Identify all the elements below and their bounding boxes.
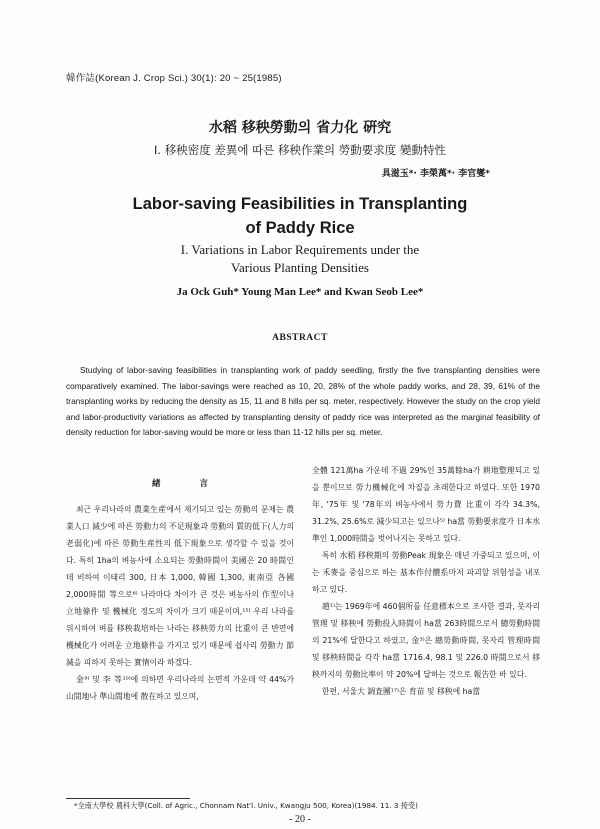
right-column <box>312 462 540 700</box>
introduction-heading: 緖 言 <box>152 479 226 489</box>
page-number: - 20 - <box>289 814 311 825</box>
english-title-line-2: of Paddy Rice <box>245 219 355 237</box>
english-subtitle-line-1: I. Variations in Labor Requirements under the <box>180 242 420 257</box>
right-paragraph-2: 특히 水稻 移秧期의 勞動Peak 現象은 매년 가중되고 있으며, 이는 禾麥을 중심으로 하는 基本作付體系마저 파괴할 위험성을 내포하고 있다. <box>312 551 540 594</box>
right-paragraph-3: 趙¹⁾는 1969年에 460個所를 任意標本으로 조사한 결과, 못자리 管理 및 移秧에 勞動投入時間이 ha當 263時間으로서 總勞動時間의 21%에 달한다고 하였고, 金³⁾은 總勞動時間, 못자리 管理時間 및 移秧時間을 각각 ha當 1716.4, 98.1 및 226.0 時間으로서 移秧까지의 勞動比率이 약 20%에 달하는 것으로 報告한 바 있다. <box>312 602 540 679</box>
english-title-line-1: Labor-saving Feasibilities in Transplanting <box>132 195 468 213</box>
korean-title: 水稻 移秧勞動의 省力化 硏究 <box>208 120 392 136</box>
korean-subtitle: I. 移秧密度 差異에 따른 移秧作業의 勞動要求度 變動特性 <box>154 143 446 157</box>
abstract-text: Studying of labor-saving feasibilities in transplanting work of paddy seedling, firstly the five transplanting densities were comparatively examined. The labor-savings were reached as 10, 20, 28% of the whole paddy works, and 28, 39, 61% of the transplanting works by reducing the density as 15, 11 and 8 hills per sq. meter, respectively. However the study on the crop yield and labor-productivity variations as affected by transplanting density of paddy rice was interpreted as the marginal feasibility of density reduction for labor-saving would be more or less than 11-12 hills per sq. meter. <box>66 365 540 437</box>
abstract-heading: ABSTRACT <box>272 333 328 343</box>
english-title <box>0 192 600 240</box>
footnote-rule <box>66 798 190 799</box>
korean-authors: 具滋玉*· 李榮萬*· 李官燮* <box>381 169 490 179</box>
left-paragraph-2: 金⁹⁾ 및 李 等¹⁰⁾에 의하면 우리나라의 논면적 가운데 약 44%가 山間地나 準山間地에 散在하고 있으며, <box>66 675 294 701</box>
right-paragraph-4: 한편, 서울大 調査團¹⁷⁾은 育苗 및 移秧에 ha當 <box>322 687 481 696</box>
right-paragraph-1: 全體 121萬ha 가운데 不過 29%인 35萬餘ha가 耕地整理되고 있을 뿐이므로 勞力機械化에 차질을 초래한다고 하였다. 또한 1970年, '75年 및 '78年의 벼농사에서 勞力費 比重이 각각 34.3%, 31.2%, 25.6%로 減少되고는 있으나⁵⁾ ha當 勞動要求度가 日本水準인 1,000時間을 벗어나지는 못하고 있다. <box>312 466 540 543</box>
english-subtitle-line-2: Various Planting Densities <box>231 260 369 275</box>
footnote: *全南大學校 農科大學(Coll. of Agric., Chonnam Nat'l. Univ., Kwangju 500, Korea)(1984. 11. 3 接受) <box>74 801 418 810</box>
journal-citation: 韓作誌(Korean J. Crop Sci.) 30(1): 20 ~ 25(1985) <box>66 73 282 84</box>
english-subtitle <box>0 241 600 277</box>
english-authors: Ja Ock Guh* Young Man Lee* and Kwan Seob Lee* <box>176 286 424 298</box>
left-column <box>66 462 294 705</box>
left-paragraph-1: 최근 우리나라의 農業生産에서 제기되고 있는 勞動의 문제는 農業人口 減少에 따른 勞動力의 不足現象과 勞動의 質的低下(人力의 老弱化)에 따른 勞動生産性의 低下現象으로 생각할 수 있을 것이다. 특히 1ha의 벼농사에 소요되는 勞動時間이 美國은 20 時間인데 비하여 이태리 300, 日本 1,000, 韓國 1,300, 東南亞 各國 2,000時間 等으로⁶⁾ 나라마다 차이가 큰 것은 벼농사의 作型이나 立地條件 및 機械化 정도의 차이가 크기 때문이며,¹⁵⁾ 우리 나라를 위시하여 벼를 移秧栽培하는 나라는 移秧勞力의 比重이 큰 반면에 機械化가 어려운 立地條件을 가지고 있기 때문에 쉽사리 勞動力 節減을 피하지 못하는 實情이라 하겠다. <box>66 505 294 667</box>
